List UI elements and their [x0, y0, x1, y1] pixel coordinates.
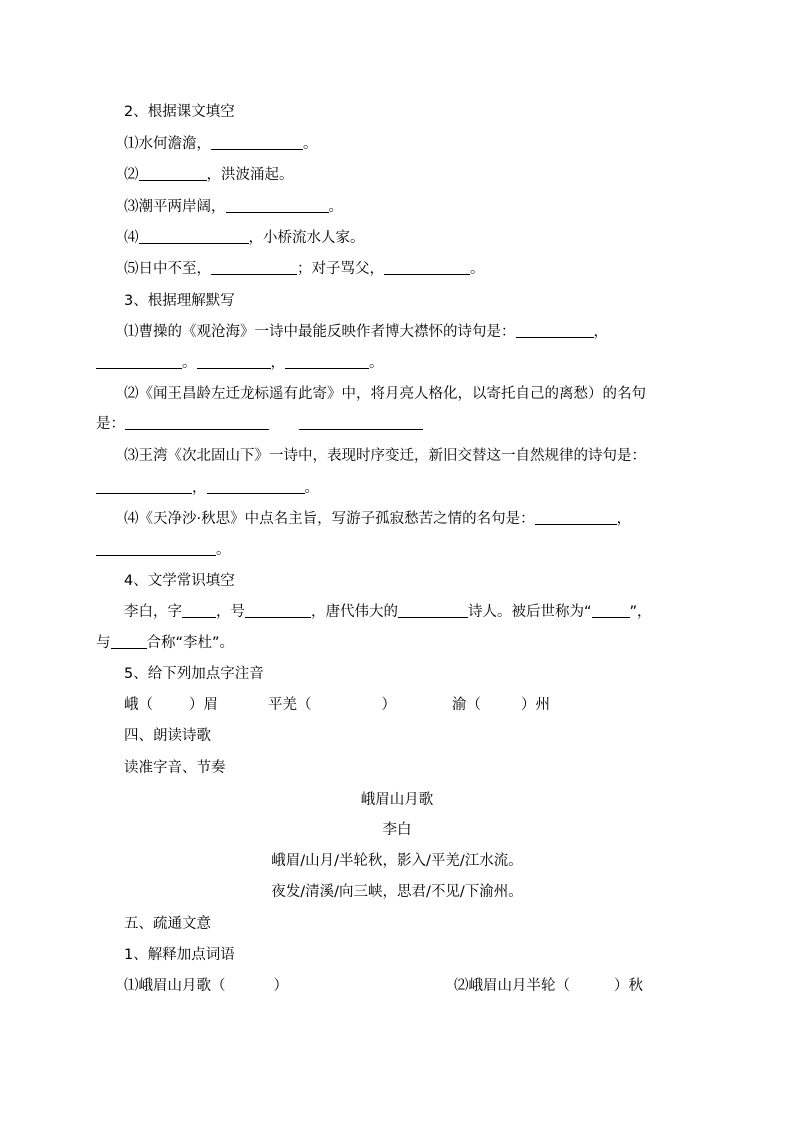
answer-blank[interactable] — [384, 259, 470, 275]
question-line: ⑵峨眉山月半轮（ ）秋 — [454, 978, 643, 994]
question-line: 峨（ ）眉 平羌（ ） 渝（ ）州 — [124, 697, 550, 713]
answer-blank[interactable] — [245, 602, 311, 618]
fill-in-line: ⑵ ，洪波涌起。 — [124, 167, 294, 183]
answer-blank[interactable] — [182, 602, 216, 618]
section-heading: 五、疏通文意 — [124, 916, 211, 932]
question-line: 与 合称“李杜”。 — [96, 635, 235, 651]
answer-blank[interactable] — [516, 322, 594, 338]
question-line: 读准字音、节奏 — [124, 760, 226, 776]
section-heading: 四、朗读诗歌 — [124, 728, 211, 744]
fill-in-line: ⑸日中不至， ；对子骂父， 。 — [124, 261, 485, 277]
answer-blank[interactable] — [398, 602, 468, 618]
fill-in-line: ⑷ ，小桥流水人家。 — [124, 230, 365, 246]
question-line: ⑴峨眉山月歌（ ） — [124, 978, 288, 994]
section-heading: 4、文学常识填空 — [124, 573, 235, 589]
answer-blank[interactable] — [197, 353, 271, 369]
question-line: 。 ， 。 — [96, 353, 384, 373]
answer-blank[interactable] — [96, 353, 182, 369]
question-line: 是： — [96, 414, 423, 434]
fill-in-line: ⑶潮平两岸阔， 。 — [124, 199, 343, 215]
answer-blank[interactable] — [139, 165, 207, 181]
question-line: 李白，字 ，号 ，唐代伟大的 诗人。被后世称为“ ”， — [124, 604, 652, 620]
question-line: ⑵《闻王昌龄左迁龙标遥有此寄》中，将月亮人格化，以寄托自己的离愁）的名句 — [124, 386, 646, 402]
poem-line: 峨眉/山月/半轮秋，影入/平羌/江水流。 — [271, 853, 523, 869]
answer-blank[interactable] — [285, 353, 369, 369]
fill-in-line: ⑴水何澹澹， 。 — [124, 136, 318, 152]
answer-blank[interactable] — [96, 478, 192, 494]
question-line: ， 。 — [96, 478, 319, 498]
answer-blank[interactable] — [226, 197, 329, 213]
answer-blank[interactable] — [139, 228, 249, 244]
question-line: ⑶王湾《次北固山下》一诗中，表现时序变迁，新旧交替这一自然规律的诗句是： — [124, 448, 646, 464]
answer-blank[interactable] — [125, 414, 269, 430]
section-heading: 1、解释加点词语 — [124, 947, 235, 963]
question-line: ⑷《天净沙·秋思》中点名主旨，写游子孤寂愁苦之情的名句是： ， — [124, 511, 632, 527]
section-heading: 3、根据理解默写 — [124, 293, 235, 309]
section-heading: 5、给下列加点字注音 — [124, 666, 264, 682]
question-line: 。 — [96, 540, 231, 560]
answer-blank[interactable] — [96, 540, 216, 556]
poem-author: 李白 — [382, 822, 412, 838]
answer-blank[interactable] — [535, 509, 617, 525]
answer-blank[interactable] — [111, 633, 147, 649]
poem-line: 夜发/清溪/向三峡，思君/不见/下渝州。 — [271, 884, 523, 900]
question-line: ⑴曹操的《观沧海》一诗中最能反映作者博大襟怀的诗句是： ， — [124, 324, 608, 340]
answer-blank[interactable] — [211, 259, 297, 275]
answer-blank[interactable] — [299, 414, 423, 430]
answer-blank[interactable] — [207, 478, 305, 494]
answer-blank[interactable] — [211, 134, 303, 150]
section-heading: 2、根据课文填空 — [124, 104, 235, 120]
poem-title: 峨眉山月歌 — [360, 792, 434, 808]
answer-blank[interactable] — [592, 602, 630, 618]
